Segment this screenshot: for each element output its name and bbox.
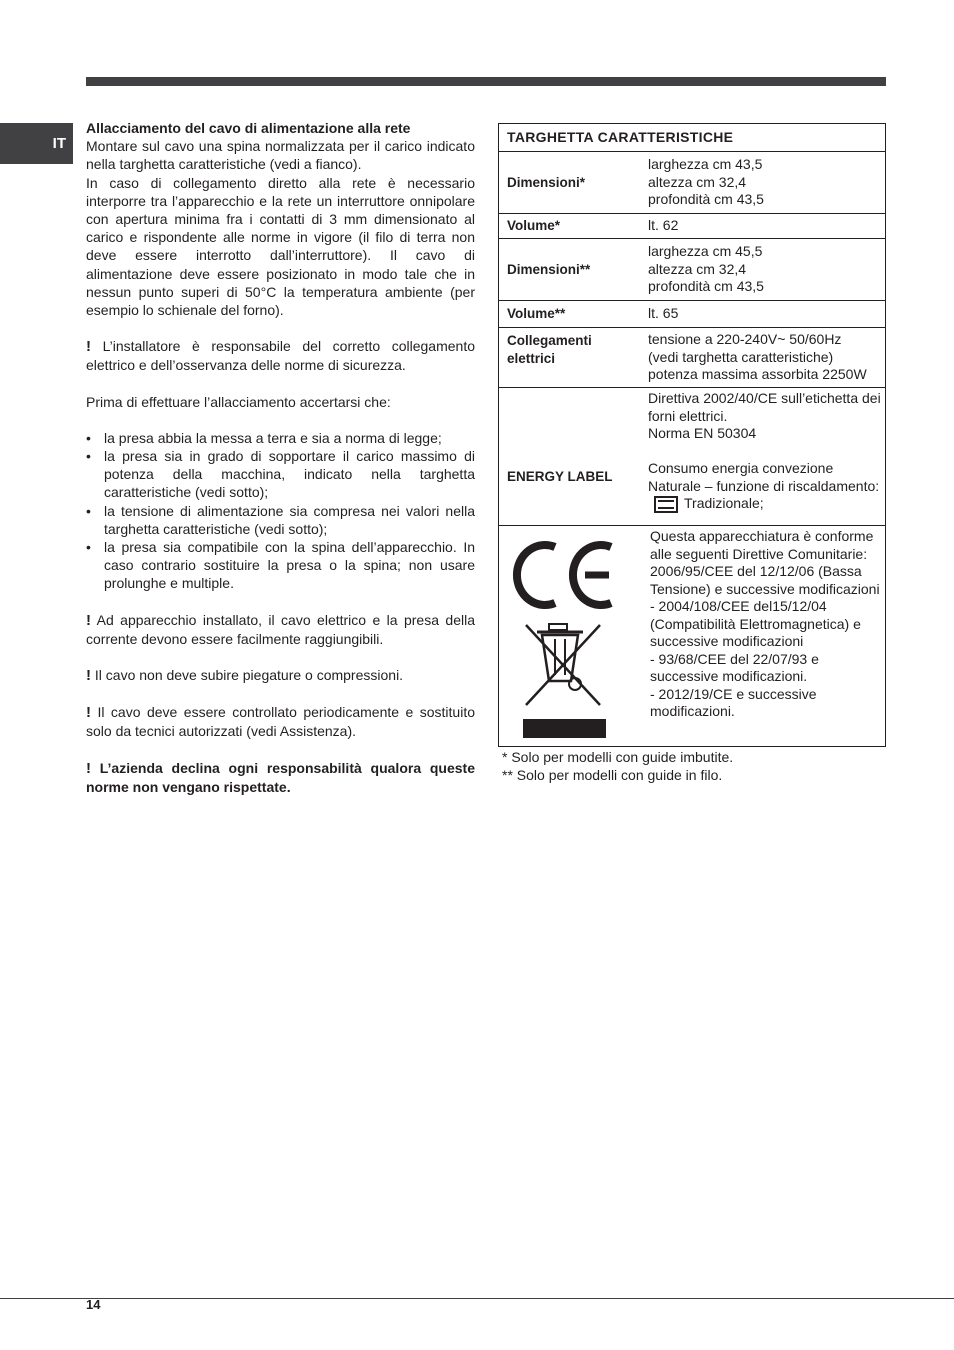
dimensions-value <box>633 152 886 214</box>
list-item-text: la tensione di alimentazione sia compresa nei valori nella targhetta caratteristiche (vedi sotto); <box>104 502 475 537</box>
footnote: * Solo per modelli con guide imbutite. <box>502 749 734 765</box>
volume-label: Volume** <box>499 301 634 328</box>
paragraph: In caso di collegamento diretto alla rete è necessario interporre tra l’apparecchio e la rete un interruttore onnipolare con apertura minima fra i contatti di 3 mm dimensionato al carico e rispondente alle norme in vigore (il filo di terra non deve essere interrotto dall’interruttore). Il cavo di alimentazione deve essere posizionato in modo tale che in nessun punto superi di 50°C la temperatura ambiente (per esempio lo schienale del forno). <box>86 174 475 319</box>
language-tab <box>0 123 73 164</box>
header-rule <box>86 77 886 86</box>
bullet: • <box>86 429 91 446</box>
list-item <box>86 502 475 538</box>
dimension-line: profondità cm 43,5 <box>648 191 764 208</box>
warning-mark: ! <box>86 667 91 685</box>
list-item-text: la presa abbia la messa a terra e sia a norma di legge; <box>104 429 442 446</box>
warning-paragraph <box>86 703 475 740</box>
requirements-list <box>86 429 475 593</box>
dimension-line: altezza cm 32,4 <box>648 260 747 277</box>
list-item-text: la presa sia compatibile con la spina dell’apparecchio. In caso contrario sostituire la presa o la spina; non usare prolunghe e multiple. <box>104 539 475 592</box>
directives-text <box>633 526 886 747</box>
page-number: 14 <box>86 1297 101 1312</box>
warning-paragraph <box>86 759 475 796</box>
ce-mark-icon <box>507 529 617 744</box>
list-item <box>86 429 475 447</box>
directive-line: - 2012/19/CE e successive modificazioni. <box>650 685 817 719</box>
warning-text: L’installatore è responsabile del corretto collegamento elettrico e dell’osservanza delle norme di sicurezza. <box>86 338 475 374</box>
dimensions-value <box>633 239 886 301</box>
section-heading: Allacciamento del cavo di alimentazione alla rete <box>86 120 411 136</box>
footer-rule <box>0 1298 954 1299</box>
warning-mark: ! <box>86 759 91 777</box>
paragraph: Prima di effettuare l’allacciamento accertarsi che: <box>86 393 391 410</box>
dimension-line: altezza cm 32,4 <box>648 173 747 190</box>
warning-paragraph <box>86 611 475 648</box>
warning-mark: ! <box>86 338 91 356</box>
energy-line: Direttiva 2002/40/CE sull’etichetta dei forni elettrici. <box>648 390 881 424</box>
directive-line: - 2004/108/CEE del15/12/04 (Compatibilità Elettromagnetica) e successive modificazioni <box>650 598 861 649</box>
volume-label: Volume* <box>499 214 634 239</box>
warning-text: Il cavo deve essere controllato periodicamente e sostituito solo da tecnici autorizzati (vedi Assistenza). <box>86 704 475 740</box>
footnote: ** Solo per modelli con guide in filo. <box>502 767 723 783</box>
electrical-label: Collegamenti elettrici <box>499 328 634 388</box>
volume-value: lt. 62 <box>633 214 886 239</box>
dimensions-label: Dimensioni* <box>499 152 634 214</box>
dimension-line: profondità cm 43,5 <box>648 278 764 295</box>
compliance-logos <box>499 526 634 747</box>
dimensions-label: Dimensioni** <box>499 239 634 301</box>
energy-line: Consumo energia convezione Naturale – funzione di riscaldamento: <box>648 460 880 494</box>
list-item <box>86 447 475 502</box>
warning-text: Il cavo non deve subire piegature o compressioni. <box>91 667 404 684</box>
rating-plate-table <box>498 123 886 747</box>
warning-paragraph <box>86 666 475 685</box>
black-bar <box>523 719 606 738</box>
paragraph: Montare sul cavo una spina normalizzata per il carico indicato nella targhetta caratteristiche (vedi a fianco). <box>86 138 475 173</box>
electrical-line: (vedi targhetta caratteristiche) <box>648 348 834 365</box>
directive-line: - 93/68/CEE del 22/07/93 e successive modificazioni. <box>650 650 819 684</box>
oven-function-icon <box>654 496 678 513</box>
crossed-bin-icon <box>526 624 600 705</box>
directive-line: Questa apparecchiatura è conforme alle seguenti Direttive Comunitarie: 2006/95/CEE del 12/12/06 (Bassa Tensione) e successive modificazioni <box>650 528 880 597</box>
dimension-line: larghezza cm 45,5 <box>648 243 763 260</box>
warning-text: L’azienda declina ogni responsabilità qualora queste norme non vengano rispettate. <box>86 759 475 795</box>
dimension-line: larghezza cm 43,5 <box>648 156 763 173</box>
list-item <box>86 538 475 593</box>
energy-value <box>633 388 886 526</box>
list-item-text: la presa sia in grado di sopportare il carico massimo di potenza della macchina, indicato nella targhetta caratteristiche (vedi sotto); <box>104 448 475 501</box>
volume-value: lt. 65 <box>633 301 886 328</box>
warning-text: Ad apparecchio installato, il cavo elettrico e la presa della corrente devono essere facilmente raggiungibili. <box>86 611 475 647</box>
connection-instructions <box>86 119 475 796</box>
warning-mark: ! <box>86 704 91 722</box>
bullet: • <box>86 502 91 519</box>
warning-mark: ! <box>86 611 91 629</box>
energy-line: Tradizionale; <box>684 495 764 511</box>
footnotes <box>502 748 733 784</box>
language-label: IT <box>52 135 66 152</box>
table-header: TARGHETTA CARATTERISTICHE <box>499 124 886 152</box>
warning-paragraph <box>86 337 475 374</box>
energy-line: Norma EN 50304 <box>648 425 757 441</box>
energy-label: ENERGY LABEL <box>499 388 634 526</box>
bullet: • <box>86 448 91 465</box>
electrical-line: potenza massima assorbita 2250W <box>648 366 867 383</box>
electrical-line: tensione a 220-240V~ 50/60Hz <box>648 331 842 348</box>
electrical-value <box>633 328 886 388</box>
bullet: • <box>86 539 91 556</box>
